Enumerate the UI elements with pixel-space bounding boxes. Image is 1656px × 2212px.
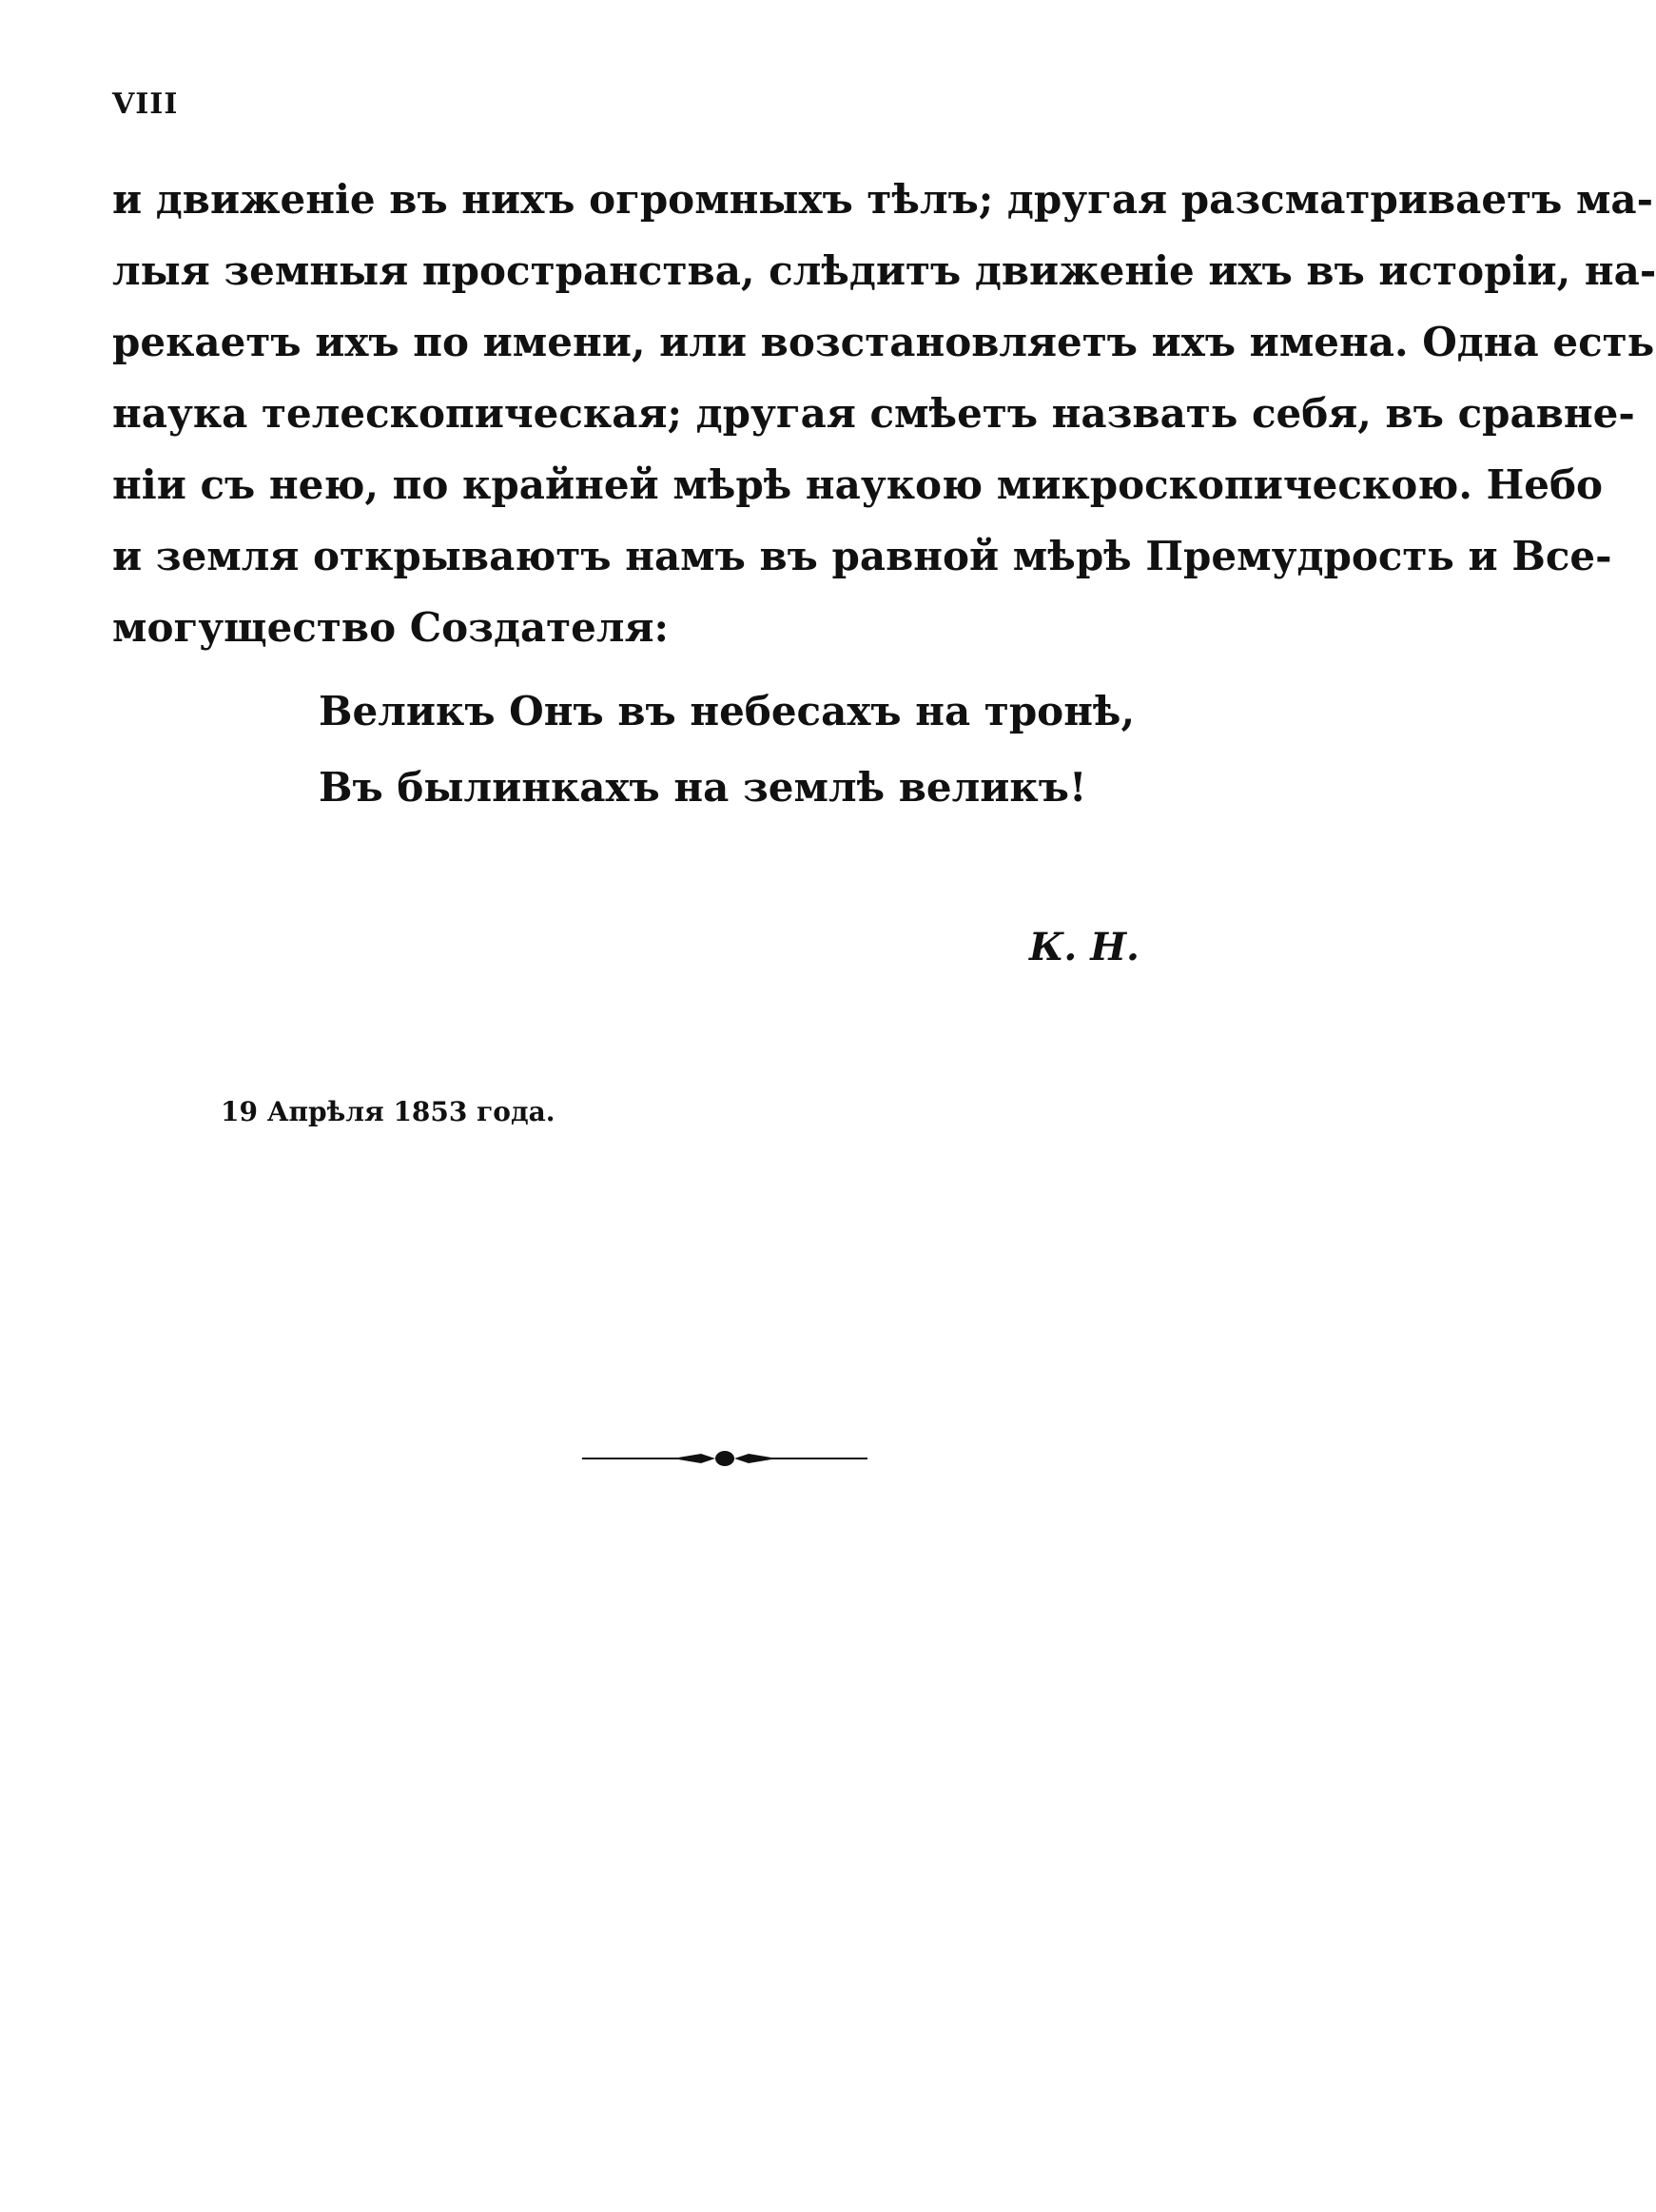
text-line: могущество Создателя:	[112, 604, 670, 651]
signature: К. Н.	[1029, 925, 1140, 969]
text-line: и движеніе въ нихъ огромныхъ тѣлъ; другая разсматриваетъ ма-	[112, 176, 1654, 223]
page-number: VIII	[112, 88, 179, 121]
date-line: 19 Апрѣля 1853 года.	[221, 1096, 555, 1127]
ornament-divider	[582, 1444, 867, 1473]
verse-line: Въ былинкахъ на землѣ великъ!	[319, 764, 1087, 811]
text-line: лыя земныя пространства, слѣдитъ движеніе ихъ въ исторіи, на-	[112, 247, 1656, 294]
text-line: рекаетъ ихъ по имени, или возстановляетъ ихъ имена. Одна есть	[112, 319, 1655, 365]
body-paragraph	[112, 164, 1656, 663]
text-line: ніи съ нею, по крайней мѣрѣ наукою микроскопическою. Небо	[112, 461, 1604, 508]
text-line: наука телескопическая; другая смѣетъ назвать себя, въ сравне-	[112, 390, 1635, 437]
text-line: и земля открываютъ намъ въ равной мѣрѣ Премудрость и Все-	[112, 533, 1612, 579]
verse-line: Великъ Онъ въ небесахъ на тронѣ,	[319, 688, 1136, 734]
verse-quote	[319, 674, 1135, 826]
